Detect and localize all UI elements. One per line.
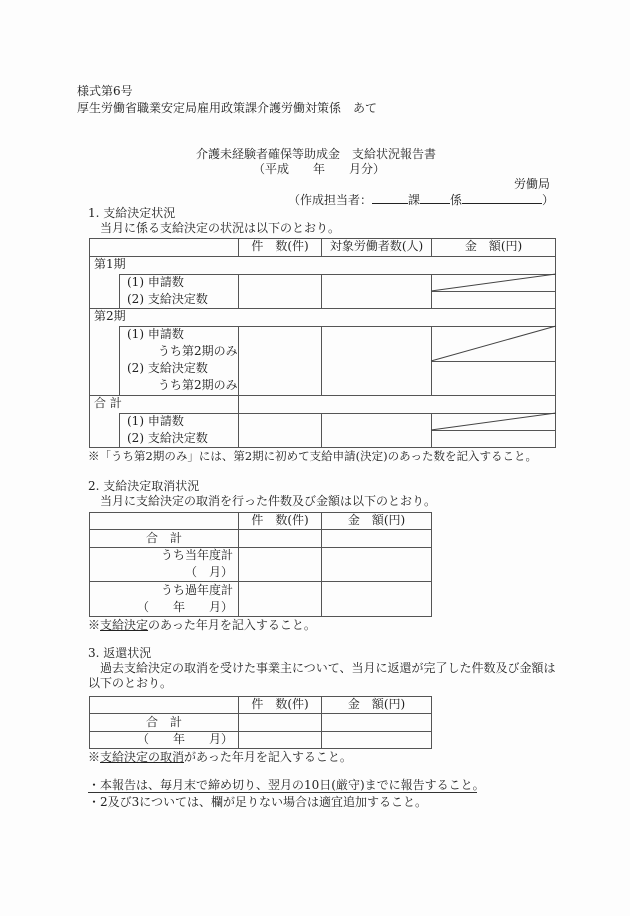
unit-kakari-label: 係 — [450, 193, 463, 207]
row-label-past-year-month: （ 年 月） — [136, 600, 233, 614]
footer-deadline: ・本報告は、毎月末で締め切り、翌月の10日(厳守)までに報告すること。 — [88, 778, 485, 792]
footer-divider — [88, 792, 477, 793]
footer-add-rows: ・2及び3については、欄が足りない場合は適宜追加すること。 — [88, 795, 428, 809]
note-rest: のあった年月を記入すること。 — [148, 618, 316, 632]
column-header-count: 件 数(件) — [251, 697, 309, 711]
section3-heading: 3. 返還状況 — [88, 646, 152, 660]
preparer-suffix: ） — [542, 193, 555, 207]
section1-intro: 当月に係る支給決定の状況は以下のとおり。 — [100, 221, 341, 235]
note-underlined: 支給決定の取消 — [100, 750, 185, 764]
column-header-count: 件 数(件) — [251, 513, 309, 527]
addressee: 厚生労働省職業安定局雇用政策課介護労働対策係 あて — [77, 101, 378, 115]
diagonal-strike — [431, 413, 556, 430]
row-label: (1) 申請数 — [127, 327, 184, 341]
section2-intro: 当月に支給決定の取消を行った件数及び金額は以下のとおり。 — [100, 494, 437, 508]
group-label-period2: 第2期 — [94, 309, 126, 323]
section3-note — [88, 750, 352, 764]
section3-intro-line1: 過去支給決定の取消を受けた事業主について、当月に返還が完了した件数及び金額は — [100, 661, 556, 675]
row-label: (1) 申請数 — [127, 275, 184, 289]
note-underlined: 支給決定 — [100, 618, 149, 632]
column-header-workers: 対象労働者数(人) — [329, 239, 424, 253]
row-label-past-year: うち過年度計 — [160, 583, 233, 597]
group-label-total: 合 計 — [94, 396, 122, 410]
row-label-total: 合 計 — [145, 531, 182, 545]
row-label-current-month: （ 月） — [184, 565, 233, 579]
row-label: (2) 支給決定数 — [127, 361, 208, 375]
section2-note — [88, 618, 316, 632]
section2-heading: 2. 支給決定取消状況 — [88, 479, 200, 493]
row-label: (1) 申請数 — [127, 414, 184, 428]
name-blank[interactable] — [462, 192, 542, 204]
row-sublabel: うち第2期のみ — [158, 344, 238, 358]
column-header-amount: 金 額(円) — [464, 239, 523, 253]
row-label-current-year: うち当年度計 — [160, 548, 233, 562]
section-blank[interactable] — [372, 192, 408, 204]
preparer-line — [288, 192, 554, 207]
column-header-count: 件 数(件) — [251, 239, 309, 253]
document-title: 介護未経験者確保等助成金 支給状況報告書 — [196, 147, 437, 161]
unit-blank[interactable] — [420, 192, 450, 204]
section1-heading: 1. 支給決定状況 — [88, 206, 176, 220]
note-mark: ※ — [88, 618, 101, 632]
section1-note: ※「うち第2期のみ」には、第2期に初めて支給申請(決定)のあった数を記入すること。 — [88, 449, 537, 463]
diagonal-strike — [431, 274, 556, 292]
note-mark: ※ — [88, 750, 101, 764]
section-ka-label: 課 — [408, 193, 421, 207]
row-label: (2) 支給決定数 — [127, 292, 208, 306]
bureau-label: 労働局 — [514, 177, 551, 191]
form-number: 様式第6号 — [77, 84, 133, 98]
column-header-amount: 金 額(円) — [347, 697, 406, 711]
row-label-total: 合 計 — [145, 715, 182, 729]
preparer-prefix: （作成担当者： — [288, 193, 373, 207]
row-label-year-month: （ 年 月） — [136, 732, 233, 746]
section3-intro-line2: 以下のとおり。 — [88, 676, 173, 690]
note-rest: があった年月を記入すること。 — [184, 750, 352, 764]
group-label-period1: 第1期 — [94, 257, 126, 271]
column-header-amount: 金 額(円) — [347, 513, 406, 527]
row-label: (2) 支給決定数 — [127, 431, 208, 445]
report-period: （平成 年 月分） — [253, 162, 386, 176]
diagonal-strike — [431, 326, 556, 361]
row-sublabel: うち第2期のみ — [158, 378, 238, 392]
